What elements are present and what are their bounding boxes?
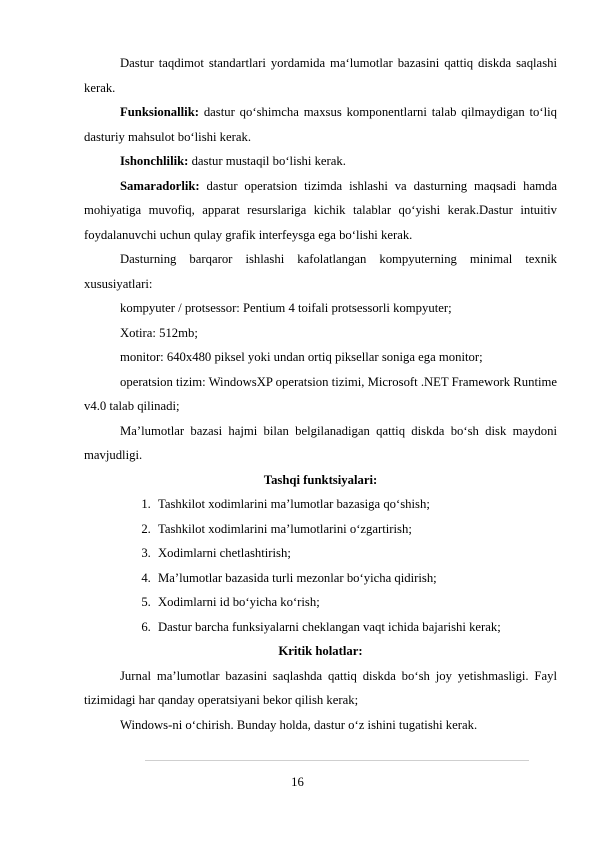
list-item: 4. Ma’lumotlar bazasida turli mezonlar bo‘yicha qidirish; xyxy=(154,566,557,591)
reliability-text: dastur mustaqil bo‘lishi kerak. xyxy=(188,154,346,168)
paragraph-reliability xyxy=(84,149,557,174)
paragraph-storage: Dastur taqdimot standartlari yordamida ma‘lumotlar bazasini qattiq diskda saqlashi kerak. xyxy=(84,56,557,95)
requirement-memory: Xotira: 512mb; xyxy=(120,325,198,340)
page-body xyxy=(84,51,557,737)
footer-divider xyxy=(145,760,529,761)
paragraph-disk-space: Ma’lumotlar bazasi hajmi bilan belgilanadigan qattiq diskda bo‘sh disk maydoni mavjudligi. xyxy=(84,423,557,462)
requirement-monitor: monitor: 640x480 piksel yoki undan ortiq piksellar soniga ega monitor; xyxy=(120,350,483,364)
paragraph-efficiency xyxy=(84,174,557,248)
list-item: 6. Dastur barcha funksiyalarni cheklangan vaqt ichida bajarishi kerak; xyxy=(154,615,557,640)
efficiency-text: dastur operatsion tizimda ishlashi va dasturning maqsadi hamda mohiyatiga muvofiq, apparat resurslariga kichik talablar qo‘yishi kerak.Dastur intuitiv foydalanuvchi uchun qulay grafik interfeysga ega bo‘lishi kerak. xyxy=(84,178,557,242)
list-item: 5. Xodimlarni id bo‘yicha ko‘rish; xyxy=(154,590,557,615)
requirement-cpu: kompyuter / protsessor: Pentium 4 toifali protsessorli kompyuter; xyxy=(120,301,452,315)
list-item: 1. Tashkilot xodimlarini ma’lumotlar bazasiga qo‘shish; xyxy=(154,492,557,517)
list-item: 2. Tashkilot xodimlarini ma’lumotlarini o‘zgartirish; xyxy=(154,517,557,542)
functionality-label: Funksionallik: xyxy=(120,105,199,119)
paragraph-requirements: Dasturning barqaror ishlashi kafolatlangan kompyuterning minimal texnik xususiyatlari: xyxy=(84,252,557,291)
reliability-label: Ishonchlilik: xyxy=(120,154,189,168)
paragraph-functionality xyxy=(84,100,557,149)
list-item: 3. Xodimlarni chetlashtirish; xyxy=(154,541,557,566)
paragraph-critical-disk: Jurnal ma’lumotlar bazasini saqlashda qattiq diskda bo‘sh joy yetishmasligi. Fayl tizimidagi har qanday operatsiyani bekor qilish kerak; xyxy=(84,668,557,707)
requirement-os: operatsion tizim: WindowsXP operatsion tizimi, Microsoft .NET Framework Runtime v4.0 talab qilinadi; xyxy=(84,374,557,413)
external-functions-list xyxy=(84,492,557,639)
paragraph-critical-windows: Windows-ni o‘chirish. Bunday holda, dastur o‘z ishini tugatishi kerak. xyxy=(120,717,478,732)
functionality-text: dastur qo‘shimcha maxsus komponentlarni talab qilmaydigan to‘liq dasturiy mahsulot bo‘lishi kerak. xyxy=(84,105,557,144)
efficiency-label: Samaradorlik: xyxy=(120,178,200,193)
section-title-critical-states: Kritik holatlar: xyxy=(278,644,363,658)
page-number: 16 xyxy=(291,775,304,789)
section-title-external-functions: Tashqi funktsiyalari: xyxy=(263,472,378,487)
